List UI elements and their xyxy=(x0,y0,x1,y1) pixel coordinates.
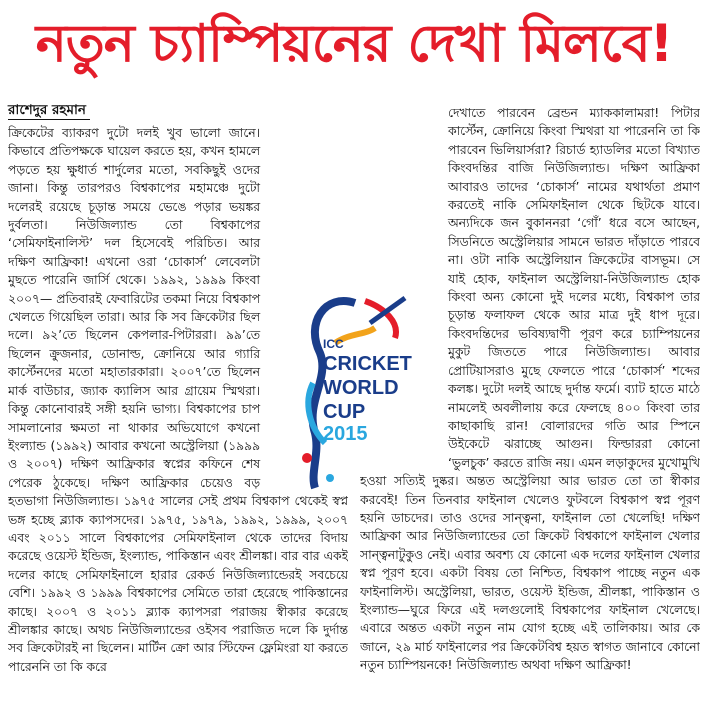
logo-world-text: WORLD xyxy=(323,377,399,399)
logo-icc-text: ICC xyxy=(323,337,344,351)
right-column-text: দেখাতে পারবেন ব্রেন্ডন ম্যাককালামরা! পিটার কার্স্টেন, ক্রোনিয়ে কিংবা স্মিথরা যা পারেননি তা কি পারবেন ভিলিয়ার্সরা? রিচার্ড হ্যাডলির মতো বিখ্যাত কিংবদন্তির বাজি নিউজিল্যান্ড। দক্ষিণ আফ্রিকা আবারও তাদের ‘চোকার্স’ নামের যথার্থতা প্রমাণ করতেই নাকি সেমিফাইনাল থেকে ছিটকে যাবে। অন্যদিকে জন বুকাননরা ‘গোঁ’ ধরে বসে আছেন, সিডনিতে অস্ট্রেলিয়ার সামনে ভারত দাঁড়াতে পারবে না। ওটা নাকি অস্ট্রেলিয়ান ক্রিকেটের বাসভূম। সে যাই হোক, ফাইনাল অস্ট্রেলিয়া-নিউজিল্যান্ড হোক কিংবা অন্য কোনো দুই দলের মধ্যে, বিশ্বকাপ তার চূড়ান্ত ফলাফল থেকে আর মাত্র দুই ধাপ দূরে। কিংবদন্তিদের ভবিষ্যদ্বাণী পূরণ করে চ্যাম্পিয়নের মুকুট জিততে পারে নিউজিল্যান্ড। আবার প্রোটিয়াসরাও মুছে ফেলতে পারে ‘চোকার্স’ শব্দের কলঙ্ক। দুটো দলই আছে দুর্দান্ত ফর্মে। ব্যাট হাতে মাঠে নামলেই অবলীলায় করে ফেলছে ৪০০ কিংবা তার কাছাকাছি রান! বোলারদের গতি আর স্পিনে উইকেটে ঝরাচ্ছে আগুন। ফিল্ডাররা কোনো ‘ভুলচুক’ করতে রাজি নয়। এমন লড়াকুদের মুখোমুখি হওয়া সত্যিই দুষ্কর। অন্তত অস্ট্রেলিয়া আর ভারত তো তা স্বীকার করবেই! তিন তিনবার ফাইনাল খেলেও ফুটবলে বিশ্বকাপ স্বপ্ন পূরণ হয়নি ডাচদের। তাও ওদের সান্ত্বনা, ফাইনাল তো খেলেছি! দক্ষিণ আফ্রিকা আর নিউজিল্যান্ডের তো ক্রিকেট বিশ্বকাপে ফাইনাল খেলার সান্ত্বনাটুকুও নেই। এবার অবশ্য যে কোনো এক দলের ফাইনাল খেলার স্বপ্ন পূরণ হবে। একটা বিষয় তো নিশ্চিত, বিশ্বকাপ পাচ্ছে নতুন এক ফাইনালিস্ট। অস্ট্রেলিয়া, ভারত, ওয়েস্ট ইন্ডিজ, শ্রীলঙ্কা, পাকিস্তান ও ইংল্যান্ড—ঘুরে ফিরে এই দলগুলোই বিশ্বকাপের ফাইনাল খেলেছে। এবারে অন্তত একটা নতুন নাম যোগ হচ্ছে এই তালিকায়। আর কে জানে, ২৯ মার্চ ফাইনালের পর ক্রিকেটবিশ্ব হয়ত স্বাগত জানাবে কোনো নতুন চ্যাম্পিয়নকে! নিউজিল্যান্ড অথবা দক্ষিণ আফ্রিকা! xyxy=(360,106,700,673)
left-column-text: ক্রিকেটের ব্যাকরণ দুটো দলই খুব ভালো জানে। কিভাবে প্রতিপক্ষকে ঘায়েল করতে হয়, কখন হামলে পড়তে হয় ক্ষুধার্ত শার্দুলের মতো, সবকিছুই ওদের জানা। কিন্তু তারপরও বিশ্বকাপের মহামঞ্চে দুটো দলেরই রয়েছে চূড়ান্ত সময়ে ভেঙে পড়ার ভয়ঙ্কর দুর্বলতা। নিউজিল্যান্ড তো বিশ্বকাপের ‘সেমিফাইনালিস্ট’ দল হিসেবেই পরিচিত। আর দক্ষিণ আফ্রিকা! এখনো ওরা ‘চোকার্স’ লেবেলটা মুছতে পারেনি জার্সি থেকে। ১৯৯২, ১৯৯৯ কিংবা ২০০৭— প্রতিবারই ফেবারিটের তকমা নিয়ে বিশ্বকাপ খেলতে গিয়েছিল তারা। আর কি সব ক্রিকেটার ছিল দলে। ৯২’তে ছিলেন কেপলার-পিটাররা। ৯৯’তে ছিলেন ক্রুজনার, ডোনাল্ড, ক্রোনিয়ে আর গ্যারি কার্স্টেনদের মতো মহাতারকারা। ২০০৭’তে ছিলেন মার্ক বাউচার, জ্যাক ক্যালিস আর গ্রায়েম স্মিথরা। কিন্তু কোনোবারই সঙ্গী হয়নি ভাগ্য। বিশ্বকাপের চাপ সামলানোর ক্ষমতা না থাকার অভিযোগে কখনো ইংল্যান্ড (১৯৯২) আবার কখনো অস্ট্রেলিয়া (১৯৯৯ ও ২০০৭) দক্ষিণ আফ্রিকার স্বপ্নের কফিনে শেষ পেরেক ঠুকেছে। দক্ষিণ আফ্রিকার চেয়েও বড় হতভাগা নিউজিল্যান্ড। ১৯৭৫ সালের সেই প্রথম বিশ্বকাপ থেকেই স্বপ্ন ভঙ্গ হচ্ছে ব্ল্যাক ক্যাপসদের। ১৯৭৫, ১৯৭৯, ১৯৯২, ১৯৯৯, ২০০৭ এবং ২০১১ সালে বিশ্বকাপের সেমিফাইনাল থেকে তাদের বিদায় করেছে ওয়েস্ট ইন্ডিজ, ইংল্যান্ড, পাকিস্তান এবং শ্রীলঙ্কা। বার বার একই দলের কাছে সেমিফাইনালে হারার রেকর্ড নিউজিল্যান্ডেরই সবচেয়ে বেশি। ১৯৯২ ও ১৯৯৯ বিশ্বকাপের সেমিতে তারা হেরেছে পাকিস্তানের কাছে। ২০০৭ ও ২০১১ ব্ল্যাক ক্যাপসরা পরাজয় স্বীকার করেছে শ্রীলঙ্কার কাছে। অথচ নিউজিল্যান্ডের ওইসব পরাজিত দলে কি দুর্দান্ত সব ক্রিকেটারই না ছিলেন। মার্টিন ক্রো আর স্টিফেন ফ্লেমিংরা যা করতে পারেননি তা কি করে xyxy=(8,126,348,674)
cricket-world-cup-logo xyxy=(295,283,413,505)
byline: রাশেদুর রহমান xyxy=(8,101,90,120)
logo-cup-text: CUP xyxy=(323,401,366,423)
headline: নতুন চ্যাম্পিয়নের দেখা মিলবে! xyxy=(35,13,673,74)
logo-year-text: 2015 xyxy=(323,423,368,445)
logo-cricket-text: CRICKET xyxy=(323,353,412,375)
